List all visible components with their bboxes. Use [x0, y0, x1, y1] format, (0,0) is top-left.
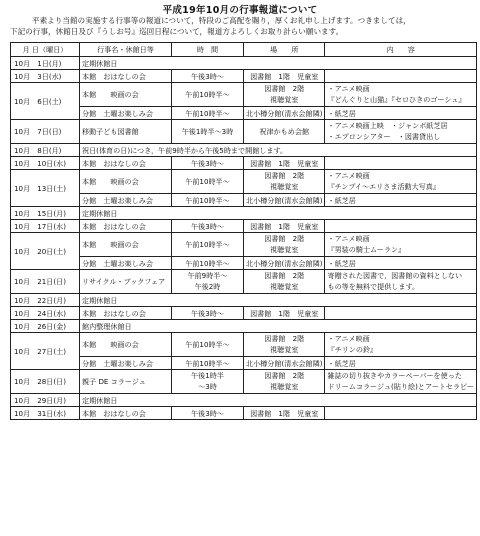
table-row — [11, 194, 477, 207]
event-cell: 定期休館日 — [80, 207, 477, 220]
date-cell: 10月 8日(月) — [11, 144, 80, 157]
date-cell: 10月 17日(水) — [11, 220, 80, 233]
event-cell: 分館 土曜お楽しみ会 — [80, 357, 172, 370]
content-cell — [325, 333, 476, 357]
content-line: 『どんぐりと山猫』『セロひきのゴーシュ』 — [327, 95, 466, 104]
date-cell: 10月 22日(月) — [11, 294, 80, 307]
table-row — [11, 357, 477, 370]
content-cell — [325, 120, 476, 144]
content-cell — [325, 83, 476, 107]
content-line: 『チンプイ～エリさま活動大写真』 — [327, 182, 440, 191]
table-row — [11, 257, 477, 270]
time-cell: 午前10時半～ — [172, 233, 244, 257]
content-line: ・アニメ映画 — [327, 234, 370, 243]
time-cell — [172, 370, 244, 394]
date-cell: 10月 15日(月) — [11, 207, 80, 220]
schedule-table — [10, 42, 477, 420]
content-line: ・アニメ映画 — [327, 334, 370, 343]
event-cell: 本館 映画の会 — [80, 170, 172, 194]
time-line: 午後1時半 — [191, 371, 224, 380]
header-row — [11, 43, 477, 57]
place-line: 視聴覚室 — [270, 345, 299, 354]
time-cell: 午前10時半～ — [172, 194, 244, 207]
event-cell: 本館 おはなしの会 — [80, 307, 172, 320]
time-cell: 午前10時半～ — [172, 170, 244, 194]
place-cell: 図書館 1階 児童室 — [244, 220, 325, 233]
place-cell — [244, 233, 325, 257]
place-cell — [244, 270, 325, 294]
event-cell: 分館 土曜お楽しみ会 — [80, 194, 172, 207]
content-cell — [325, 407, 476, 420]
intro-paragraph — [10, 15, 472, 37]
place-cell — [244, 333, 325, 357]
table-row — [11, 394, 477, 407]
intro-line-1: 平素より当館の実施する行事等の報道について，特段のご高配を賜り，厚くお礼申し上げます。つきましては， — [32, 16, 411, 25]
notice-cell: 祝日(体育の日)につき，午前9時半から午後5時まで開館します。 — [80, 144, 477, 157]
table-row — [11, 144, 477, 157]
date-cell: 10月 3日(水) — [11, 70, 80, 83]
event-cell: 定期休館日 — [80, 394, 477, 407]
date-cell: 10月 13日(土) — [11, 170, 80, 207]
place-cell: 図書館 1階 児童室 — [244, 70, 325, 83]
event-cell: 本館 映画の会 — [80, 333, 172, 357]
place-line: 図書館 2階 — [264, 84, 305, 93]
content-line: ドリームコラージュ(貼り絵)とアートセラピー — [327, 382, 474, 391]
event-cell: 本館 おはなしの会 — [80, 157, 172, 170]
place-cell: 北小樽分館(清水会館隣) — [244, 357, 325, 370]
event-cell: 本館 おはなしの会 — [80, 70, 172, 83]
time-cell: 午後3時～ — [172, 157, 244, 170]
time-cell: 午後3時～ — [172, 307, 244, 320]
intro-line-2: 下記の行事，休館日及び『うしお号』巡回日程について，報道方よろしくお取り計らい願います。 — [10, 27, 344, 36]
content-line: もの等を無料で提供します。 — [327, 282, 420, 291]
place-line: 図書館 2階 — [264, 234, 305, 243]
place-line: 視聴覚室 — [270, 182, 299, 191]
place-cell — [244, 170, 325, 194]
table-row — [11, 157, 477, 170]
event-cell: 館内整理休館日 — [80, 320, 477, 333]
table-row — [11, 294, 477, 307]
event-cell: 移動子ども図書館 — [80, 120, 172, 144]
date-cell: 10月 21日(日) — [11, 270, 80, 294]
table-row — [11, 370, 477, 394]
place-line: 視聴覚室 — [270, 382, 299, 391]
event-cell: 本館 おはなしの会 — [80, 407, 172, 420]
place-cell: 北小樽分館(清水会館隣) — [244, 257, 325, 270]
time-cell: 午後3時～ — [172, 220, 244, 233]
table-row — [11, 307, 477, 320]
content-cell — [325, 270, 476, 294]
event-cell: 本館 映画の会 — [80, 83, 172, 107]
content-cell — [325, 370, 476, 394]
content-cell: ・紙芝居 — [325, 194, 476, 207]
place-cell: 図書館 1階 児童室 — [244, 407, 325, 420]
time-line: 午前9時半～ — [187, 271, 228, 280]
content-cell: ・紙芝居 — [325, 357, 476, 370]
time-cell: 午後1時半～3時 — [172, 120, 244, 144]
content-line: 寄贈された図書で，図書館の資料としない — [327, 271, 463, 280]
place-cell: 祝津かもめ会館 — [244, 120, 325, 144]
time-cell: 午前10時半～ — [172, 107, 244, 120]
table-row — [11, 83, 477, 107]
date-cell: 10月 6日(土) — [11, 83, 80, 120]
event-cell: 定期休館日 — [80, 294, 477, 307]
content-cell: ・紙芝居 — [325, 257, 476, 270]
place-cell: 図書館 1階 児童室 — [244, 307, 325, 320]
date-cell: 10月 31日(水) — [11, 407, 80, 420]
content-line: 『チリンの鈴』 — [327, 345, 378, 354]
place-line: 図書館 2階 — [264, 371, 305, 380]
table-row — [11, 70, 477, 83]
document-title: 平成19年10月の行事報道について — [162, 5, 318, 16]
date-cell: 10月 20日(土) — [11, 233, 80, 270]
date-cell: 10月 27日(土) — [11, 333, 80, 370]
place-cell: 図書館 1階 児童室 — [244, 157, 325, 170]
time-cell: 午前10時半～ — [172, 257, 244, 270]
table-row — [11, 120, 477, 144]
place-line: 視聴覚室 — [270, 245, 299, 254]
table-row — [11, 270, 477, 294]
content-cell — [325, 70, 476, 83]
event-cell: 親子 DE コラージュ — [80, 370, 172, 394]
date-cell: 10月 29日(月) — [11, 394, 80, 407]
content-line: 雑誌の切り抜きやカラーペーパーを使った — [327, 371, 462, 380]
time-line: ～3時 — [198, 382, 217, 391]
table-row — [11, 320, 477, 333]
header-place: 場 所 — [244, 43, 325, 57]
header-time: 時 間 — [172, 43, 244, 57]
date-cell: 10月 26日(金) — [11, 320, 80, 333]
place-line: 図書館 2階 — [264, 271, 305, 280]
place-line: 視聴覚室 — [270, 282, 299, 291]
table-row — [11, 220, 477, 233]
event-cell: 本館 おはなしの会 — [80, 220, 172, 233]
place-line: 視聴覚室 — [270, 95, 299, 104]
place-cell — [244, 370, 325, 394]
event-cell: 本館 映画の会 — [80, 233, 172, 257]
date-cell: 10月 24日(水) — [11, 307, 80, 320]
content-cell — [325, 170, 476, 194]
date-cell: 10月 28日(日) — [11, 370, 80, 394]
content-line: ・アニメ映画 — [327, 84, 370, 93]
time-cell: 午前10時半～ — [172, 357, 244, 370]
time-cell: 午後3時～ — [172, 70, 244, 83]
table-row — [11, 233, 477, 257]
date-cell: 10月 1日(月) — [11, 57, 80, 70]
content-cell — [325, 157, 476, 170]
event-cell: 分館 土曜お楽しみ会 — [80, 107, 172, 120]
event-cell: 分館 土曜お楽しみ会 — [80, 257, 172, 270]
header-event: 行事名・休館日等 — [80, 43, 172, 57]
table-row — [11, 170, 477, 194]
content-cell — [325, 307, 476, 320]
header-date: 月 日（曜日） — [11, 43, 80, 57]
content-line: 『男装の騎士ムーラン』 — [327, 245, 406, 254]
place-line: 図書館 2階 — [264, 171, 305, 180]
date-cell: 10月 7日(日) — [11, 120, 80, 144]
header-content: 内 容 — [325, 43, 476, 57]
place-line: 図書館 2階 — [264, 334, 305, 343]
time-cell — [172, 270, 244, 294]
table-row — [11, 333, 477, 357]
table-row — [11, 57, 477, 70]
content-line: ・アニメ映画上映 ・ジャンボ紙芝居 — [327, 121, 448, 130]
time-cell: 午前10時半～ — [172, 333, 244, 357]
content-line: ・アニメ映画 — [327, 171, 370, 180]
content-cell: ・紙芝居 — [325, 107, 476, 120]
content-cell — [325, 233, 476, 257]
event-cell: 定期休館日 — [80, 57, 477, 70]
place-cell: 北小樽分館(清水会館隣) — [244, 107, 325, 120]
time-line: 午後2時 — [194, 282, 221, 291]
content-line: ・エプロンシアター ・図書貸出し — [327, 132, 441, 141]
event-cell: リサイクル・ブックフェア — [80, 270, 172, 294]
table-row — [11, 407, 477, 420]
date-cell: 10月 10日(水) — [11, 157, 80, 170]
time-cell: 午前10時半～ — [172, 83, 244, 107]
table-row — [11, 107, 477, 120]
table-row — [11, 207, 477, 220]
place-cell — [244, 83, 325, 107]
place-cell: 北小樽分館(清水会館隣) — [244, 194, 325, 207]
content-cell — [325, 220, 476, 233]
time-cell: 午後3時～ — [172, 407, 244, 420]
